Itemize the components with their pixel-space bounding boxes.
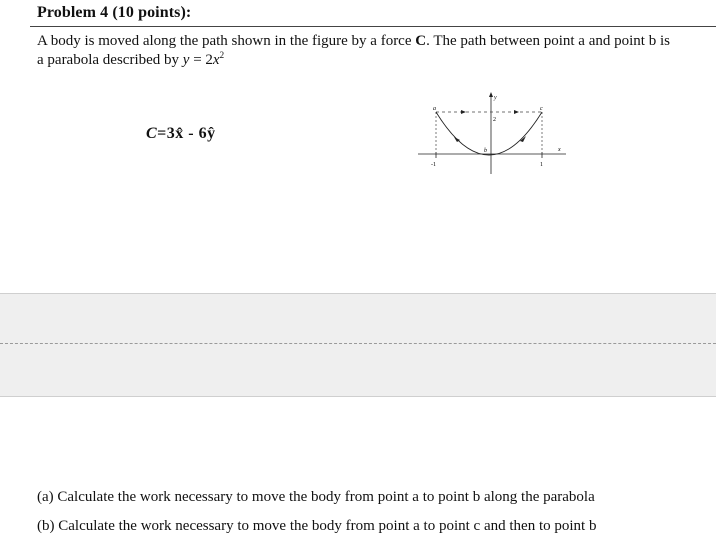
- label-x: x: [558, 147, 561, 153]
- question-b: (b) Calculate the work necessary to move the body from point a to point c and then to point b: [37, 518, 597, 534]
- problem-title: Problem 4 (10 points):: [37, 4, 192, 21]
- label-y: y: [494, 95, 497, 101]
- label-b: b: [484, 148, 487, 154]
- question-a: (a) Calculate the work necessary to move the body from point a to point b along the parabola: [37, 489, 595, 505]
- parabola-path: [436, 112, 542, 155]
- statement-text-1: A body is moved along the path shown in the figure by a force: [37, 33, 416, 49]
- y-axis-arrow: [489, 92, 493, 97]
- statement-text-2: . The path between point a and point b is a parabola described by: [37, 33, 670, 68]
- equation-lhs: y: [182, 51, 190, 68]
- path-figure: [416, 86, 576, 178]
- label-tick-neg1: -1: [431, 162, 436, 168]
- answer-area: [0, 293, 716, 397]
- force-symbol: C: [415, 33, 427, 49]
- problem-statement: [37, 32, 677, 69]
- label-tick-1: 1: [540, 162, 543, 168]
- force-lhs: C: [146, 125, 158, 142]
- arrow-top-2: [514, 110, 519, 114]
- equation-var: x: [212, 51, 220, 68]
- force-equation: [146, 125, 216, 143]
- arrow-top-1: [461, 110, 466, 114]
- equation-exponent: 2: [219, 49, 225, 60]
- force-rhs: =3x̂ - 6ŷ: [157, 125, 216, 142]
- title-divider: [30, 26, 716, 27]
- dashed-separator: [0, 343, 716, 344]
- label-c: c: [540, 106, 543, 112]
- label-tick-2: 2: [493, 117, 496, 123]
- equation-eq: = 2: [189, 51, 213, 68]
- label-a: a: [433, 106, 436, 112]
